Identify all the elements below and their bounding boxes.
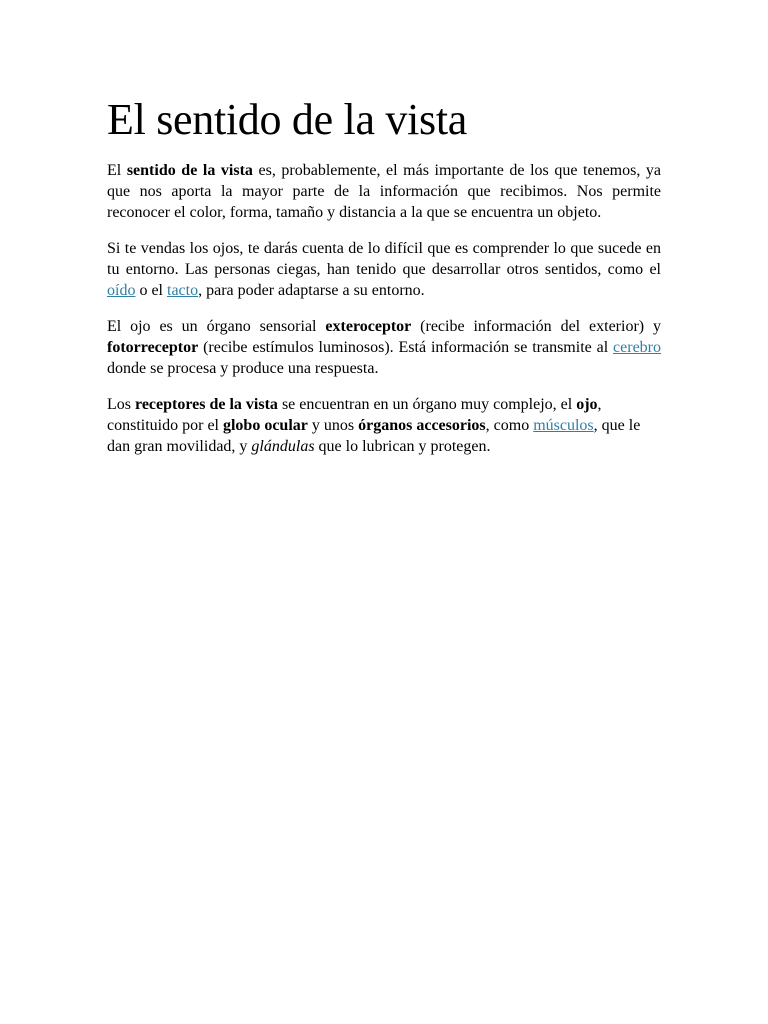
link-oido[interactable]: oído (107, 282, 136, 299)
paragraph-4 (107, 394, 661, 457)
paragraph-2 (107, 238, 661, 301)
p4-bold-2: ojo (576, 396, 598, 413)
link-musculos[interactable]: músculos (533, 417, 594, 434)
document-page (107, 90, 661, 472)
p4-bold-1: receptores de la vista (135, 396, 278, 413)
p4-bold-3: globo ocular (222, 417, 308, 434)
p4-text-5: , como (485, 417, 534, 434)
p3-text-4: donde se procesa y produce una respuesta. (107, 360, 379, 377)
p3-bold-1: exteroceptor (325, 318, 412, 335)
p4-text-1: Los (107, 396, 135, 413)
p4-text-4: y unos (307, 417, 359, 434)
page-title: El sentido de la vista (107, 95, 467, 144)
p4-text-7: que lo lubrican y protegen. (314, 438, 491, 455)
p3-text-1: El ojo es un órgano sensorial (107, 318, 326, 335)
p4-text-2: se encuentran en un órgano muy complejo, el (277, 396, 577, 413)
p3-text-3: (recibe estímulos luminosos). Está información se transmite al (198, 339, 614, 356)
p2-text-3: , para poder adaptarse a su entorno. (198, 282, 425, 299)
link-cerebro[interactable]: cerebro (613, 339, 661, 356)
p1-text-1: El (107, 162, 127, 179)
link-tacto[interactable]: tacto (167, 282, 199, 299)
p3-text-2: (recibe información del exterior) y (411, 318, 661, 335)
p3-bold-2: fotorreceptor (107, 339, 199, 356)
p1-bold-1: sentido de la vista (126, 162, 253, 179)
p1-text-2: es, probablemente, el más importante de los que tenemos, ya que nos aporta la mayor parte de la información que recibimos. Nos permite reconocer el color, forma, tamaño y distancia a la que se encuentra un objeto. (107, 162, 662, 221)
paragraph-3 (107, 316, 661, 379)
p4-text-3: , constituido por el (107, 396, 602, 434)
p4-italic-1: glándulas (251, 438, 315, 455)
paragraph-1 (107, 160, 661, 223)
p4-bold-4: órganos accesorios (358, 417, 486, 434)
p2-text-2: o el (135, 282, 167, 299)
p2-text-1: Si te vendas los ojos, te darás cuenta de lo difícil que es comprender lo que sucede en tu entorno. Las personas ciegas, han tenido que desarrollar otros sentidos, como el (107, 240, 661, 278)
p4-text-6: , que le dan gran movilidad, y (107, 417, 641, 455)
